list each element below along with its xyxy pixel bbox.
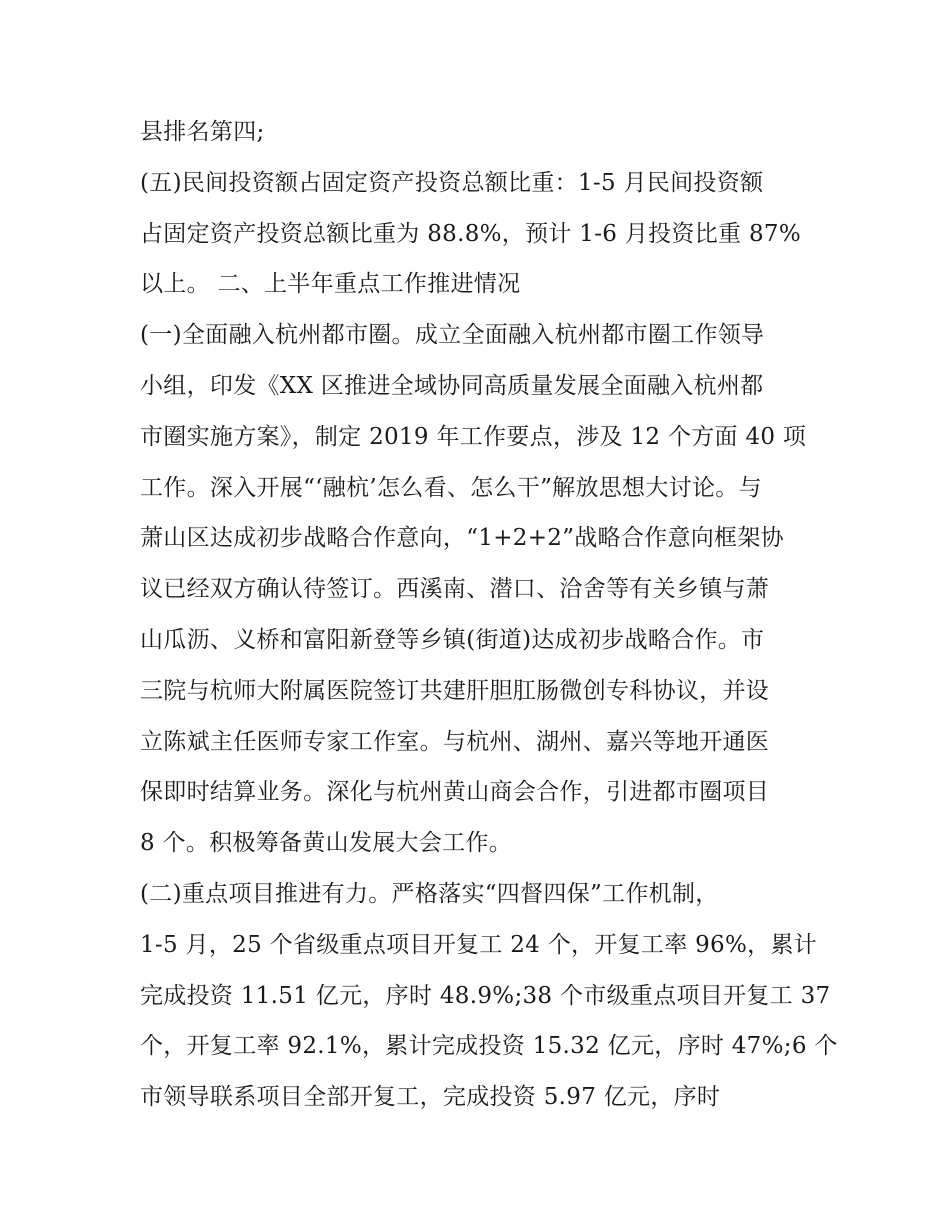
- text-line: 8 个。积极筹备黄山发展大会工作。: [140, 830, 513, 857]
- text-line: 完成投资 11.51 亿元，序时 48.9%;38 个市级重点项目开复工 37: [140, 982, 831, 1009]
- text-line: 工作。深入开展“‘融杭’怎么看、怎么干”解放思想大讨论。与: [140, 474, 762, 501]
- text-line: 保即时结算业务。深化与杭州黄山商会合作，引进都市圈项目: [140, 779, 770, 806]
- text-line: 以上。 二、上半年重点工作推进情况: [140, 271, 521, 298]
- text-line: 市圈实施方案》，制定 2019 年工作要点，涉及 12 个方面 40 项: [140, 423, 807, 450]
- text-line: 立陈斌主任医师专家工作室。与杭州、湖州、嘉兴等地开通医: [140, 728, 770, 755]
- text-line: 市领导联系项目全部开复工，完成投资 5.97 亿元，序时: [140, 1084, 721, 1111]
- text-line: 小组，印发《XX 区推进全域协同高质量发展全面融入杭州都: [140, 372, 764, 399]
- text-line: 议已经双方确认待签订。西溪南、潜口、洽舍等有关乡镇与萧: [140, 576, 770, 603]
- text-line: (一)全面融入杭州都市圈。成立全面融入杭州都市圈工作领导: [140, 322, 765, 349]
- document-body: [140, 107, 838, 1123]
- text-line: (二)重点项目推进有力。严格落实“四督四保”工作机制，: [140, 880, 719, 907]
- text-line: 三院与杭师大附属医院签订共建肝胆肛肠微创专科协议，并设: [140, 677, 770, 704]
- text-line: 山瓜沥、义桥和富阳新登等乡镇(街道)达成初步战略合作。市: [140, 626, 765, 653]
- text-line: 1-5 月，25 个省级重点项目开复工 24 个，开复工率 96%，累计: [140, 931, 818, 958]
- text-line: 占固定资产投资总额比重为 88.8%，预计 1-6 月投资比重 87%: [140, 220, 801, 247]
- text-line: 县排名第四;: [140, 119, 265, 145]
- text-line: (五)民间投资额占固定资产投资总额比重：1-5 月民间投资额: [140, 169, 764, 196]
- text-line: 萧山区达成初步战略合作意向，“1+2+2”战略合作意向框架协: [140, 525, 784, 552]
- text-line: 个，开复工率 92.1%，累计完成投资 15.32 亿元，序时 47%;6 个: [140, 1033, 838, 1060]
